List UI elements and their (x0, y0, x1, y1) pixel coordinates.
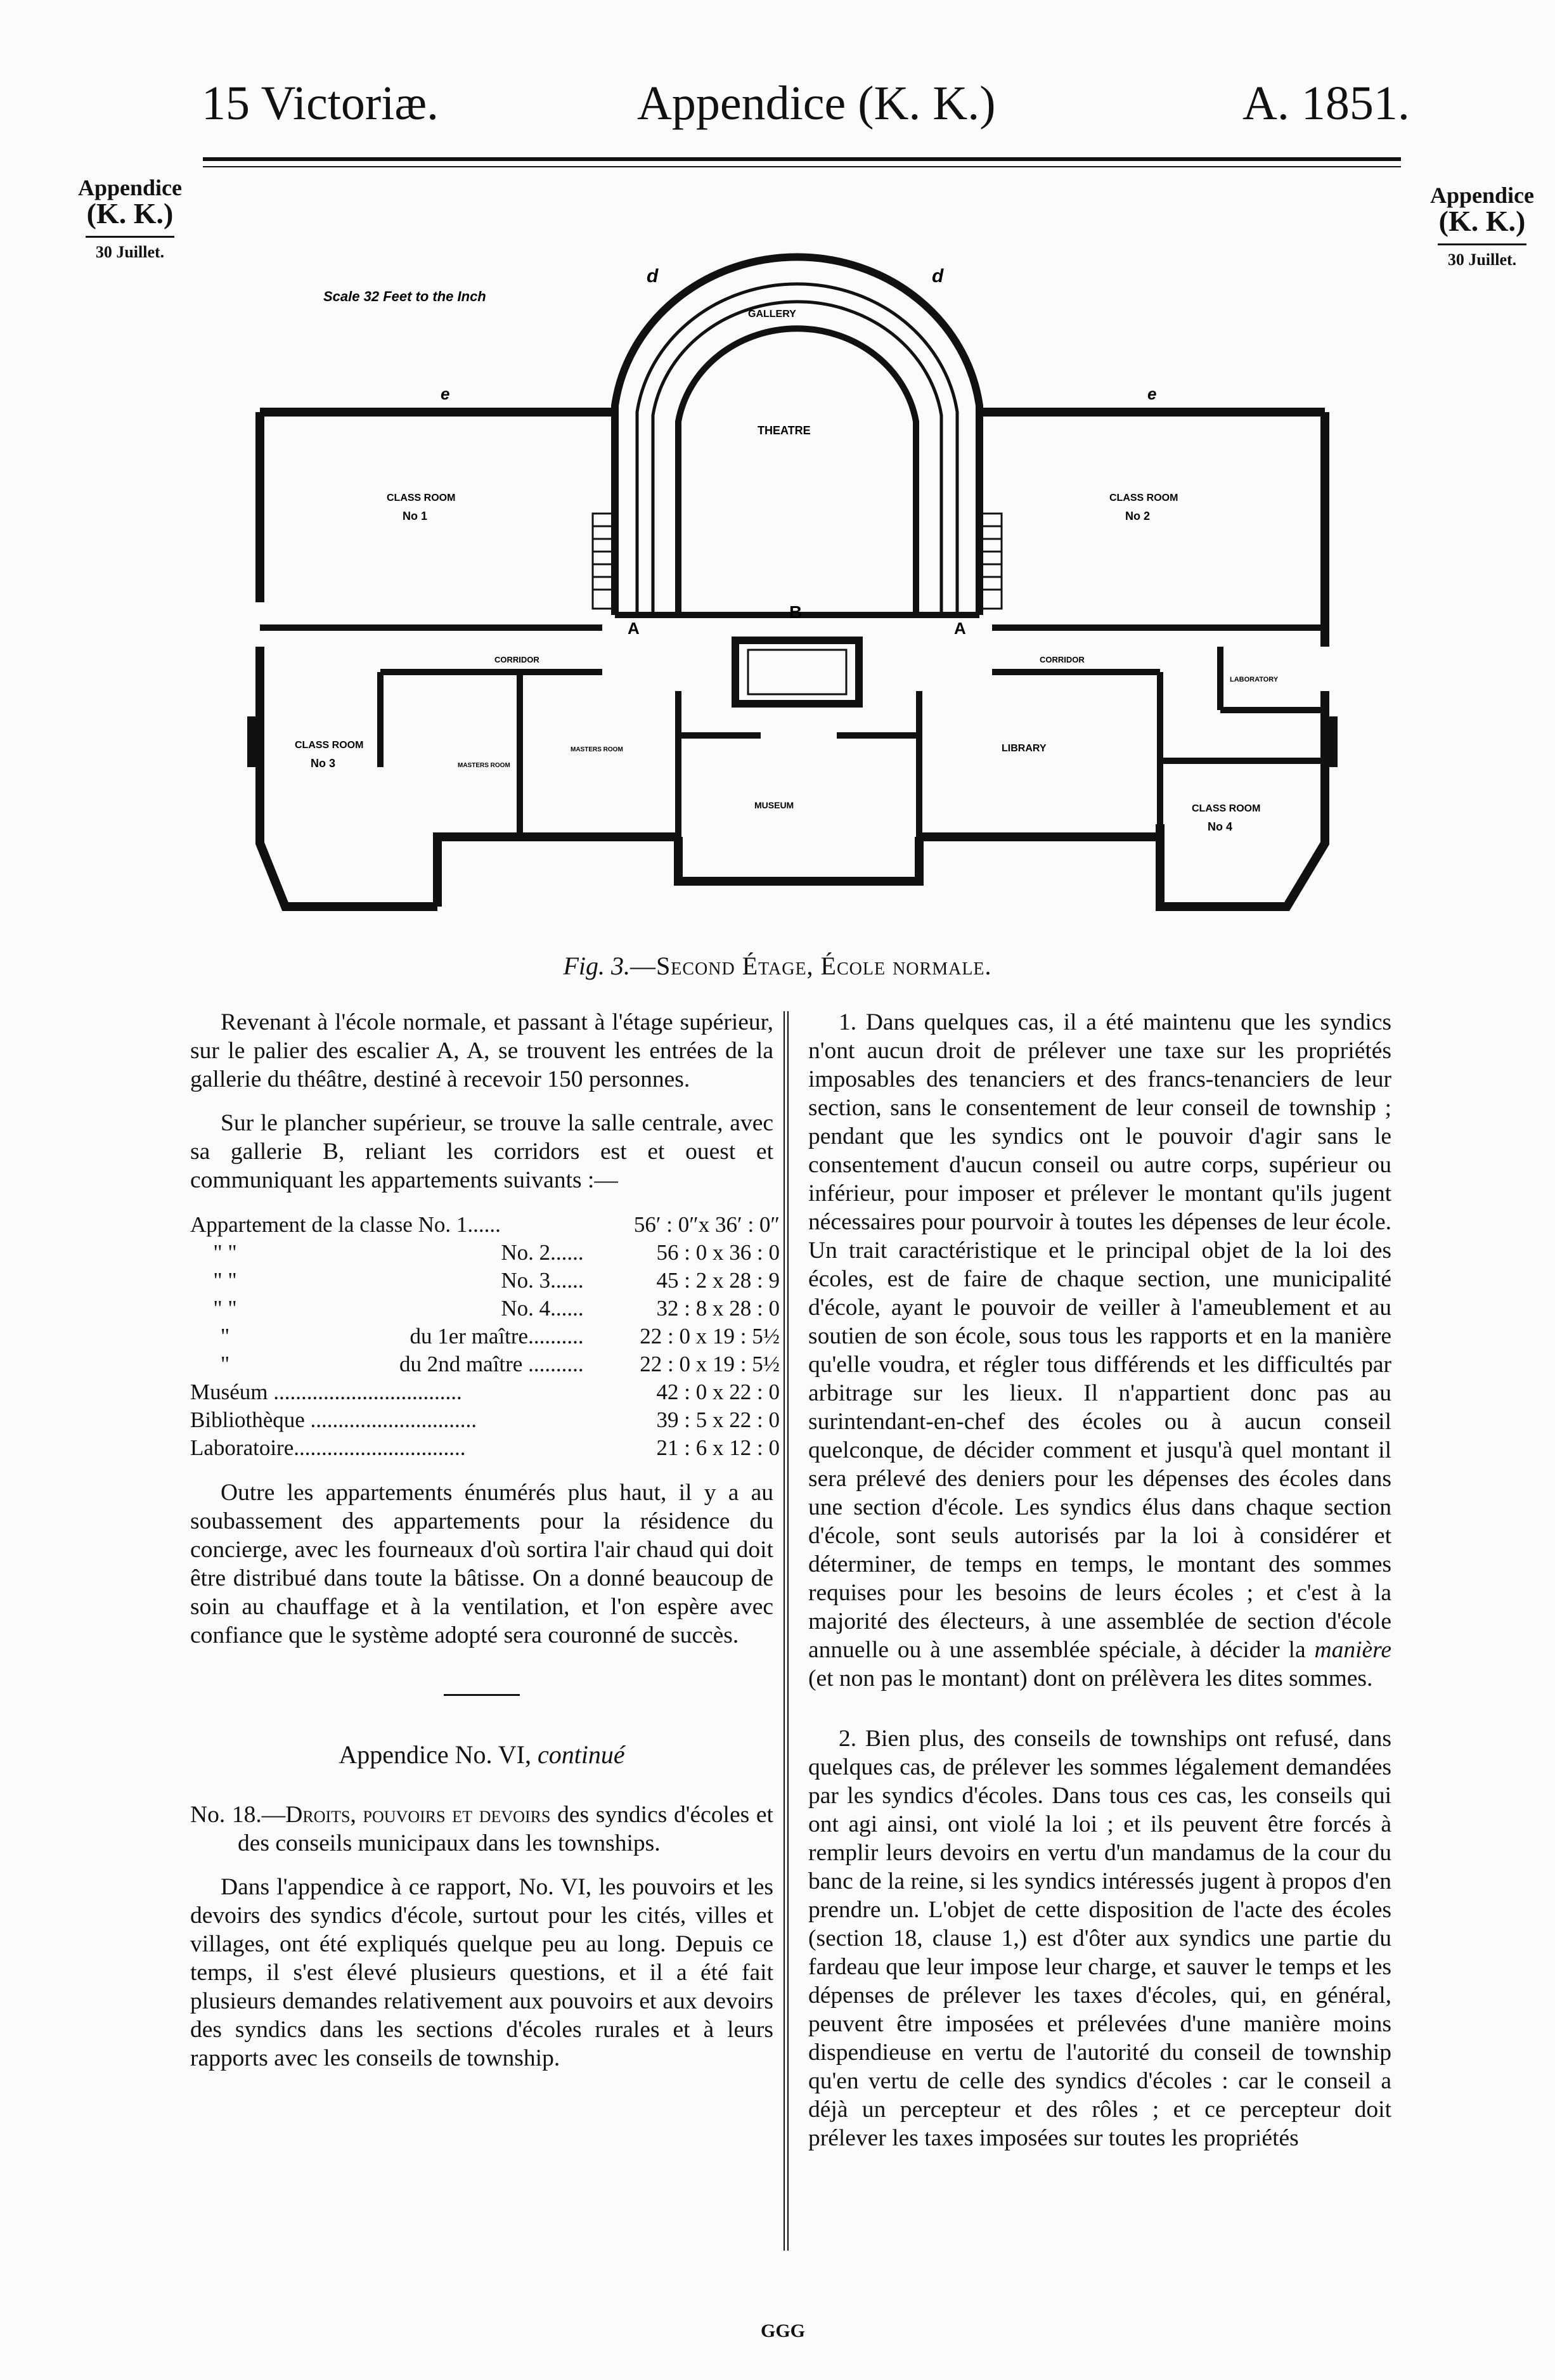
margin-note-left-date: 30 Juillet. (95, 243, 165, 261)
dimension-label: Muséum .................................. (190, 1380, 462, 1404)
section-divider (444, 1694, 520, 1696)
label-masters-room-1: MASTERS ROOM (458, 762, 510, 769)
label-class3-no: No 3 (311, 757, 336, 770)
right-column (808, 1008, 1391, 2168)
paragraph-central-hall: Sur le plancher supérieur, se trouve la salle centrale, avec sa gallerie B, reliant les corridors est et ouest et communiquant les appartements suivants :— (190, 1110, 773, 1193)
label-museum: MUSEUM (754, 800, 794, 810)
label-masters-room-2: MASTERS ROOM (571, 746, 623, 753)
label-class1: CLASS ROOM (387, 493, 456, 503)
wall-east-lower (1160, 691, 1325, 907)
label-stair-a-east: A (954, 619, 966, 638)
theatre-arch-mid2 (653, 302, 941, 615)
figure-title: —Second Étage, École normale. (630, 952, 992, 980)
margin-note-right (1412, 184, 1552, 268)
label-gallery-b: B (789, 602, 803, 622)
header-left: 15 Victoriæ. (202, 77, 439, 130)
dimension-row (190, 1239, 780, 1267)
paragraph-basement: Outre les appartements énumérés plus haut, il y a au soubassement des appartements pour la résidence du concierge, avec les fourneaux d'où sortira l'air chaud qui doit être distribué dans toute la bâtisse. On a donné beaucoup de soin au chauffage et à la ventilation, et l'on espère avec confiance que le système adopté sera couronné de succès. (190, 1480, 773, 1648)
no18-heading: Droits, pouvoirs et devoirs (285, 1802, 551, 1828)
label-class3: CLASS ROOM (295, 740, 364, 751)
dimension-value: 32 : 8 x 28 : 0 (656, 1296, 780, 1321)
appendix-title-continued: continué (537, 1740, 625, 1769)
dimension-row (190, 1434, 780, 1462)
dimension-row (190, 1295, 780, 1323)
dimension-value: 22 : 0 x 19 : 5½ (640, 1352, 780, 1376)
label-stair-a-west: A (628, 619, 640, 638)
dimension-label: No. 2...... (501, 1240, 584, 1265)
wall-south-museum (678, 837, 919, 881)
label-e-west: e (441, 384, 450, 403)
margin-note-right-code: (K. K.) (1438, 205, 1526, 237)
wall-south-west (437, 837, 678, 907)
header-center: Appendice (K. K.) (637, 77, 996, 130)
appendix-title-main: Appendice No. VI, (339, 1740, 531, 1769)
dimension-label: No. 3...... (501, 1268, 584, 1293)
header-rule (203, 157, 1401, 161)
label-d-west: d (647, 266, 659, 287)
dimension-row (190, 1406, 780, 1434)
dimension-ditto: " " (213, 1296, 237, 1321)
label-corridor-west: CORRIDOR (494, 655, 539, 664)
dimension-value: 56′ : 0″x 36′ : 0″ (633, 1212, 780, 1237)
dimension-label: Laboratoire............................... (190, 1435, 466, 1460)
room-dimensions-table (190, 1211, 780, 1462)
dimension-ditto: " (220, 1352, 230, 1376)
header-right: A. 1851. (1242, 77, 1410, 130)
dimension-value: 21 : 6 x 12 : 0 (656, 1435, 780, 1460)
figure-caption (0, 951, 1555, 981)
margin-note-right-title: Appendice (1429, 183, 1535, 208)
margin-note-left-code: (K. K.) (86, 197, 174, 230)
theatre-arch-inner (678, 328, 916, 615)
margin-note-left-rule (86, 236, 174, 238)
label-class2: CLASS ROOM (1109, 493, 1178, 503)
header-rule-thin (203, 166, 1401, 167)
margin-note-right-date: 30 Juillet. (1447, 250, 1517, 269)
margin-note-left-title: Appendice (77, 175, 183, 200)
dimension-ditto: " (220, 1324, 230, 1348)
label-theatre: THEATRE (758, 424, 811, 437)
margin-note-right-rule (1438, 243, 1526, 245)
label-library: LIBRARY (1002, 743, 1047, 754)
dimension-row (190, 1211, 780, 1239)
page-number: GGG (761, 2320, 806, 2341)
bay-window-east (1322, 716, 1338, 767)
column-divider (784, 1011, 789, 2251)
central-gallery-inner (748, 650, 846, 694)
paragraph-point-1 (808, 1008, 1391, 1693)
dimension-value: 45 : 2 x 28 : 9 (656, 1268, 780, 1293)
label-class4: CLASS ROOM (1192, 803, 1261, 814)
no18-subject: des syndics d'écoles et des conseils municipaux dans les townships. (238, 1802, 773, 1856)
dimension-value: 22 : 0 x 19 : 5½ (640, 1324, 780, 1348)
paragraph-point-2: 2. Bien plus, des conseils de townships ont refusé, dans quelques cas, de prélever les sommes légalement demandées par les syndics d'écoles. Dans tous ces cas, les conseils qui ont agi ainsi, ont violé la loi ; et ils peuvent être forcés à remplir leurs devoirs en vertu d'un mandamus de la cour du banc de la reine, si les syndics intéressés jugent à propos d'en prendre un. L'objet de cette disposition de l'acte des écoles (section 18, clause 1,) est d'ôter aux syndics une partie du fardeau que leur impose leur charge, et sauver le temps et les dépenses de prélever les taxes d'écoles, qui, en général, peuvent être imposées et prélevées d'une manière moins dispendieuse en vertu de l'autorité du conseil de township qu'en vertu de celle des syndics d'écoles : car le conseil a déjà un percepteur et des rôles ; et ce percepteur doit prélever les taxes imposées sur toutes les propriétés (808, 1726, 1391, 2151)
dimension-label: du 2nd maître .......... (399, 1352, 584, 1376)
dimension-label: No. 4...... (501, 1296, 584, 1321)
dimension-label: du 1er maître.......... (410, 1324, 584, 1348)
point-1-text: 1. Dans quelques cas, il a été maintenu que les syndics n'ont aucun droit de prélever une taxe sur les propriétés imposables des tenanciers et des francs-tenanciers de leur section, sans le consentement de leur conseil de township ; pendant que les syndics ont le pouvoir d'agir sans le consentement d'aucun conseil ou autre corps, supérieur ou inférieur, pour imposer et prélever le montant qu'ils jugent nécessaires pour pourvoir à toutes les dépenses de leur école. Un trait caractéristique et le principal objet de la loi des écoles, est de faire de chaque section, une municipalité d'école, ayant le pouvoir de veiller à l'ameublement et au soutien de son école, sous tous les rapports et en la manière qu'elle voudra, et régler tous différends et les difficultés par arbitrage sur les lieux. Il n'appartient donc pas au surintendant-en-chef des écoles ou à aucun conseil quelconque, de décider comment et jusqu'à quel montant il sera prélevé des deniers pour les dépenses des écoles dans une section d'école. Les syndics élus dans chaque section d'école, sont seuls autorisés par la loi à considérer et déterminer, de temps en temps, le montant des sommes requises pour les besoins de leurs écoles ; et c'est à la majorité des électeurs, à une assemblée de section d'école annuelle ou à une assemblée spéciale, à décider la (808, 1009, 1391, 1663)
label-class1-no: No 1 (403, 510, 428, 522)
label-class2-no: No 2 (1125, 510, 1151, 522)
dimension-label: Appartement de la classe No. 1...... (190, 1212, 501, 1237)
paragraph-theatre-gallery: Revenant à l'école normale, et passant à l'étage supérieur, sur le palier des escalier A, A, se trouvent les entrées de la gallerie du théâtre, destiné à recevoir 150 personnes. (190, 1009, 773, 1092)
label-corridor-east: CORRIDOR (1040, 655, 1085, 664)
label-d-east: d (932, 266, 944, 287)
left-column (190, 1008, 780, 2088)
label-class4-no: No 4 (1208, 820, 1233, 833)
floor-plan (241, 209, 1357, 932)
paragraph-appendix-intro: Dans l'appendice à ce rapport, No. VI, les pouvoirs et les devoirs des syndics d'école, surtout pour les cités, villes et villages, ont été expliqués quelque peu au long. Depuis ce temps, il s'est élevé plusieurs questions, et il a été fait plusieurs demandes relativement aux pouvoirs et aux devoirs des syndics dans les sections d'écoles rurales et à leurs rapports avec les conseils de township. (190, 1874, 773, 2071)
no18-number: No. 18.— (190, 1802, 286, 1828)
plan-scale: Scale 32 Feet to the Inch (323, 288, 486, 304)
point-1-end: (et non pas le montant) dont on prélèvera les dites sommes. (808, 1665, 1373, 1691)
bay-window-west (247, 716, 263, 767)
label-e-east: e (1147, 384, 1157, 403)
appendix-title (190, 1740, 773, 1769)
margin-note-left (67, 176, 193, 261)
dimension-row (190, 1267, 780, 1295)
dimension-value: 39 : 5 x 22 : 0 (656, 1407, 780, 1432)
section-heading-no18 (190, 1801, 773, 1858)
wall-west-lower (260, 647, 437, 907)
dimension-row (190, 1323, 780, 1350)
dimension-ditto: " " (213, 1240, 237, 1265)
floor-plan-drawing (241, 209, 1357, 932)
label-laboratory: LABORATORY (1230, 676, 1279, 683)
theatre-arch-mid1 (637, 284, 957, 615)
point-1-emphasis: manière (1314, 1637, 1392, 1663)
figure-number: Fig. 3. (563, 952, 631, 980)
dimension-row (190, 1350, 780, 1378)
label-gallery: GALLERY (748, 309, 796, 320)
dimension-label: Bibliothèque .............................. (190, 1407, 477, 1432)
dimension-ditto: " " (213, 1268, 237, 1293)
dimension-row (190, 1378, 780, 1406)
dimension-value: 42 : 0 x 22 : 0 (656, 1380, 780, 1404)
dimension-value: 56 : 0 x 36 : 0 (656, 1240, 780, 1265)
